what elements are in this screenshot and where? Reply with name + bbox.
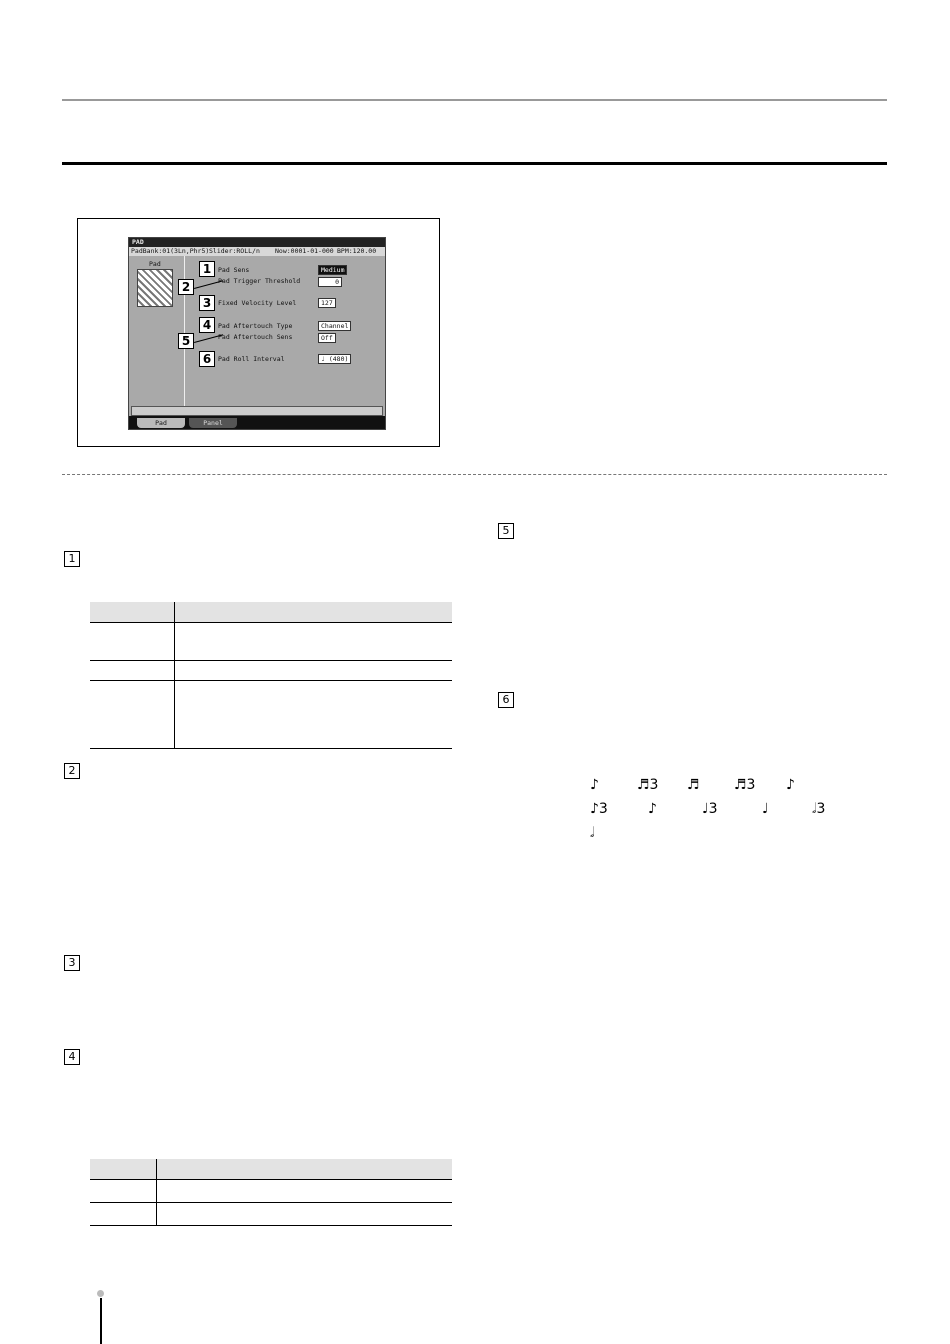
param-roll-interval-value[interactable]: ♩ (480) bbox=[318, 354, 351, 364]
note-icon: 𝅗𝅥3 bbox=[812, 801, 826, 817]
note-icon: ♪ bbox=[590, 777, 599, 793]
table-header bbox=[90, 1159, 452, 1179]
note-icon: 𝅗𝅥 bbox=[590, 825, 595, 841]
pad-label: Pad bbox=[149, 260, 161, 268]
lcd-title: PAD bbox=[129, 238, 385, 247]
lcd-screen bbox=[128, 237, 386, 430]
table-bottom-rule bbox=[90, 1225, 452, 1226]
pad-image bbox=[137, 269, 173, 307]
section-number-6: 6 bbox=[498, 692, 514, 708]
param-fixed-velocity-label: Fixed Velocity Level bbox=[218, 299, 297, 307]
section-number-2: 2 bbox=[64, 763, 80, 779]
note-icon: ♬3 bbox=[734, 777, 756, 793]
param-fixed-velocity-value[interactable]: 127 bbox=[318, 298, 336, 308]
now-status: Now:0001-01-000 bbox=[275, 247, 334, 255]
table-row-divider bbox=[90, 660, 452, 661]
note-icon: ♩3 bbox=[702, 801, 718, 817]
section-number-1: 1 bbox=[64, 551, 80, 567]
table-row-divider bbox=[90, 1179, 452, 1180]
param-trigger-threshold-label: Pad Trigger Threshold bbox=[218, 277, 301, 285]
lcd-tab-bar bbox=[129, 416, 385, 429]
lcd-status-bar bbox=[129, 247, 385, 256]
param-aftertouch-type-label: Pad Aftertouch Type bbox=[218, 322, 293, 330]
tab-pad[interactable]: Pad bbox=[137, 418, 185, 428]
page-marker-line bbox=[100, 1298, 102, 1344]
table-header bbox=[90, 602, 452, 622]
table-row-divider bbox=[90, 622, 452, 623]
callout-5: 5 bbox=[178, 333, 194, 349]
table-column-divider bbox=[156, 1159, 157, 1225]
table-row-divider bbox=[90, 1202, 452, 1203]
callout-3: 3 bbox=[199, 295, 215, 311]
tab-panel[interactable]: Panel bbox=[189, 418, 237, 428]
table-column-divider bbox=[174, 602, 175, 749]
slider-status: Slider:ROLL/n bbox=[209, 247, 260, 255]
param-aftertouch-sens-value[interactable]: Off bbox=[318, 333, 336, 343]
padbank-status: PadBank:01(3Ln,Phr5) bbox=[131, 247, 210, 255]
note-icon: ♪ bbox=[648, 801, 657, 817]
section-number-5: 5 bbox=[498, 523, 514, 539]
param-roll-interval-label: Pad Roll Interval bbox=[218, 355, 285, 363]
bpm-status: BPM:120.00 bbox=[337, 247, 377, 255]
param-aftertouch-type-value[interactable]: Channel bbox=[318, 321, 351, 331]
note-icon: ♩ bbox=[762, 801, 769, 817]
note-icon: ♪ bbox=[786, 777, 795, 793]
param-pad-sens-value[interactable]: Medium bbox=[318, 265, 347, 275]
note-icon: ♬ bbox=[687, 777, 700, 793]
param-aftertouch-sens-label: Pad Aftertouch Sens bbox=[218, 333, 293, 341]
lcd-bottom-bar bbox=[131, 406, 383, 416]
note-icon: ♬3 bbox=[637, 777, 659, 793]
section-number-3: 3 bbox=[64, 955, 80, 971]
page-marker-dot bbox=[97, 1290, 104, 1297]
callout-2: 2 bbox=[178, 279, 194, 295]
section-number-4: 4 bbox=[64, 1049, 80, 1065]
callout-4: 4 bbox=[199, 317, 215, 333]
header-rule-thin bbox=[62, 99, 887, 101]
table-row-divider bbox=[90, 680, 452, 681]
callout-6: 6 bbox=[199, 351, 215, 367]
table-bottom-rule bbox=[90, 748, 452, 749]
callout-1: 1 bbox=[199, 261, 215, 277]
param-trigger-threshold-value[interactable]: 0 bbox=[318, 277, 342, 287]
note-icon: ♪3 bbox=[590, 801, 608, 817]
param-pad-sens-label: Pad Sens bbox=[218, 266, 250, 274]
section-separator bbox=[62, 474, 887, 475]
header-rule-thick bbox=[62, 162, 887, 165]
